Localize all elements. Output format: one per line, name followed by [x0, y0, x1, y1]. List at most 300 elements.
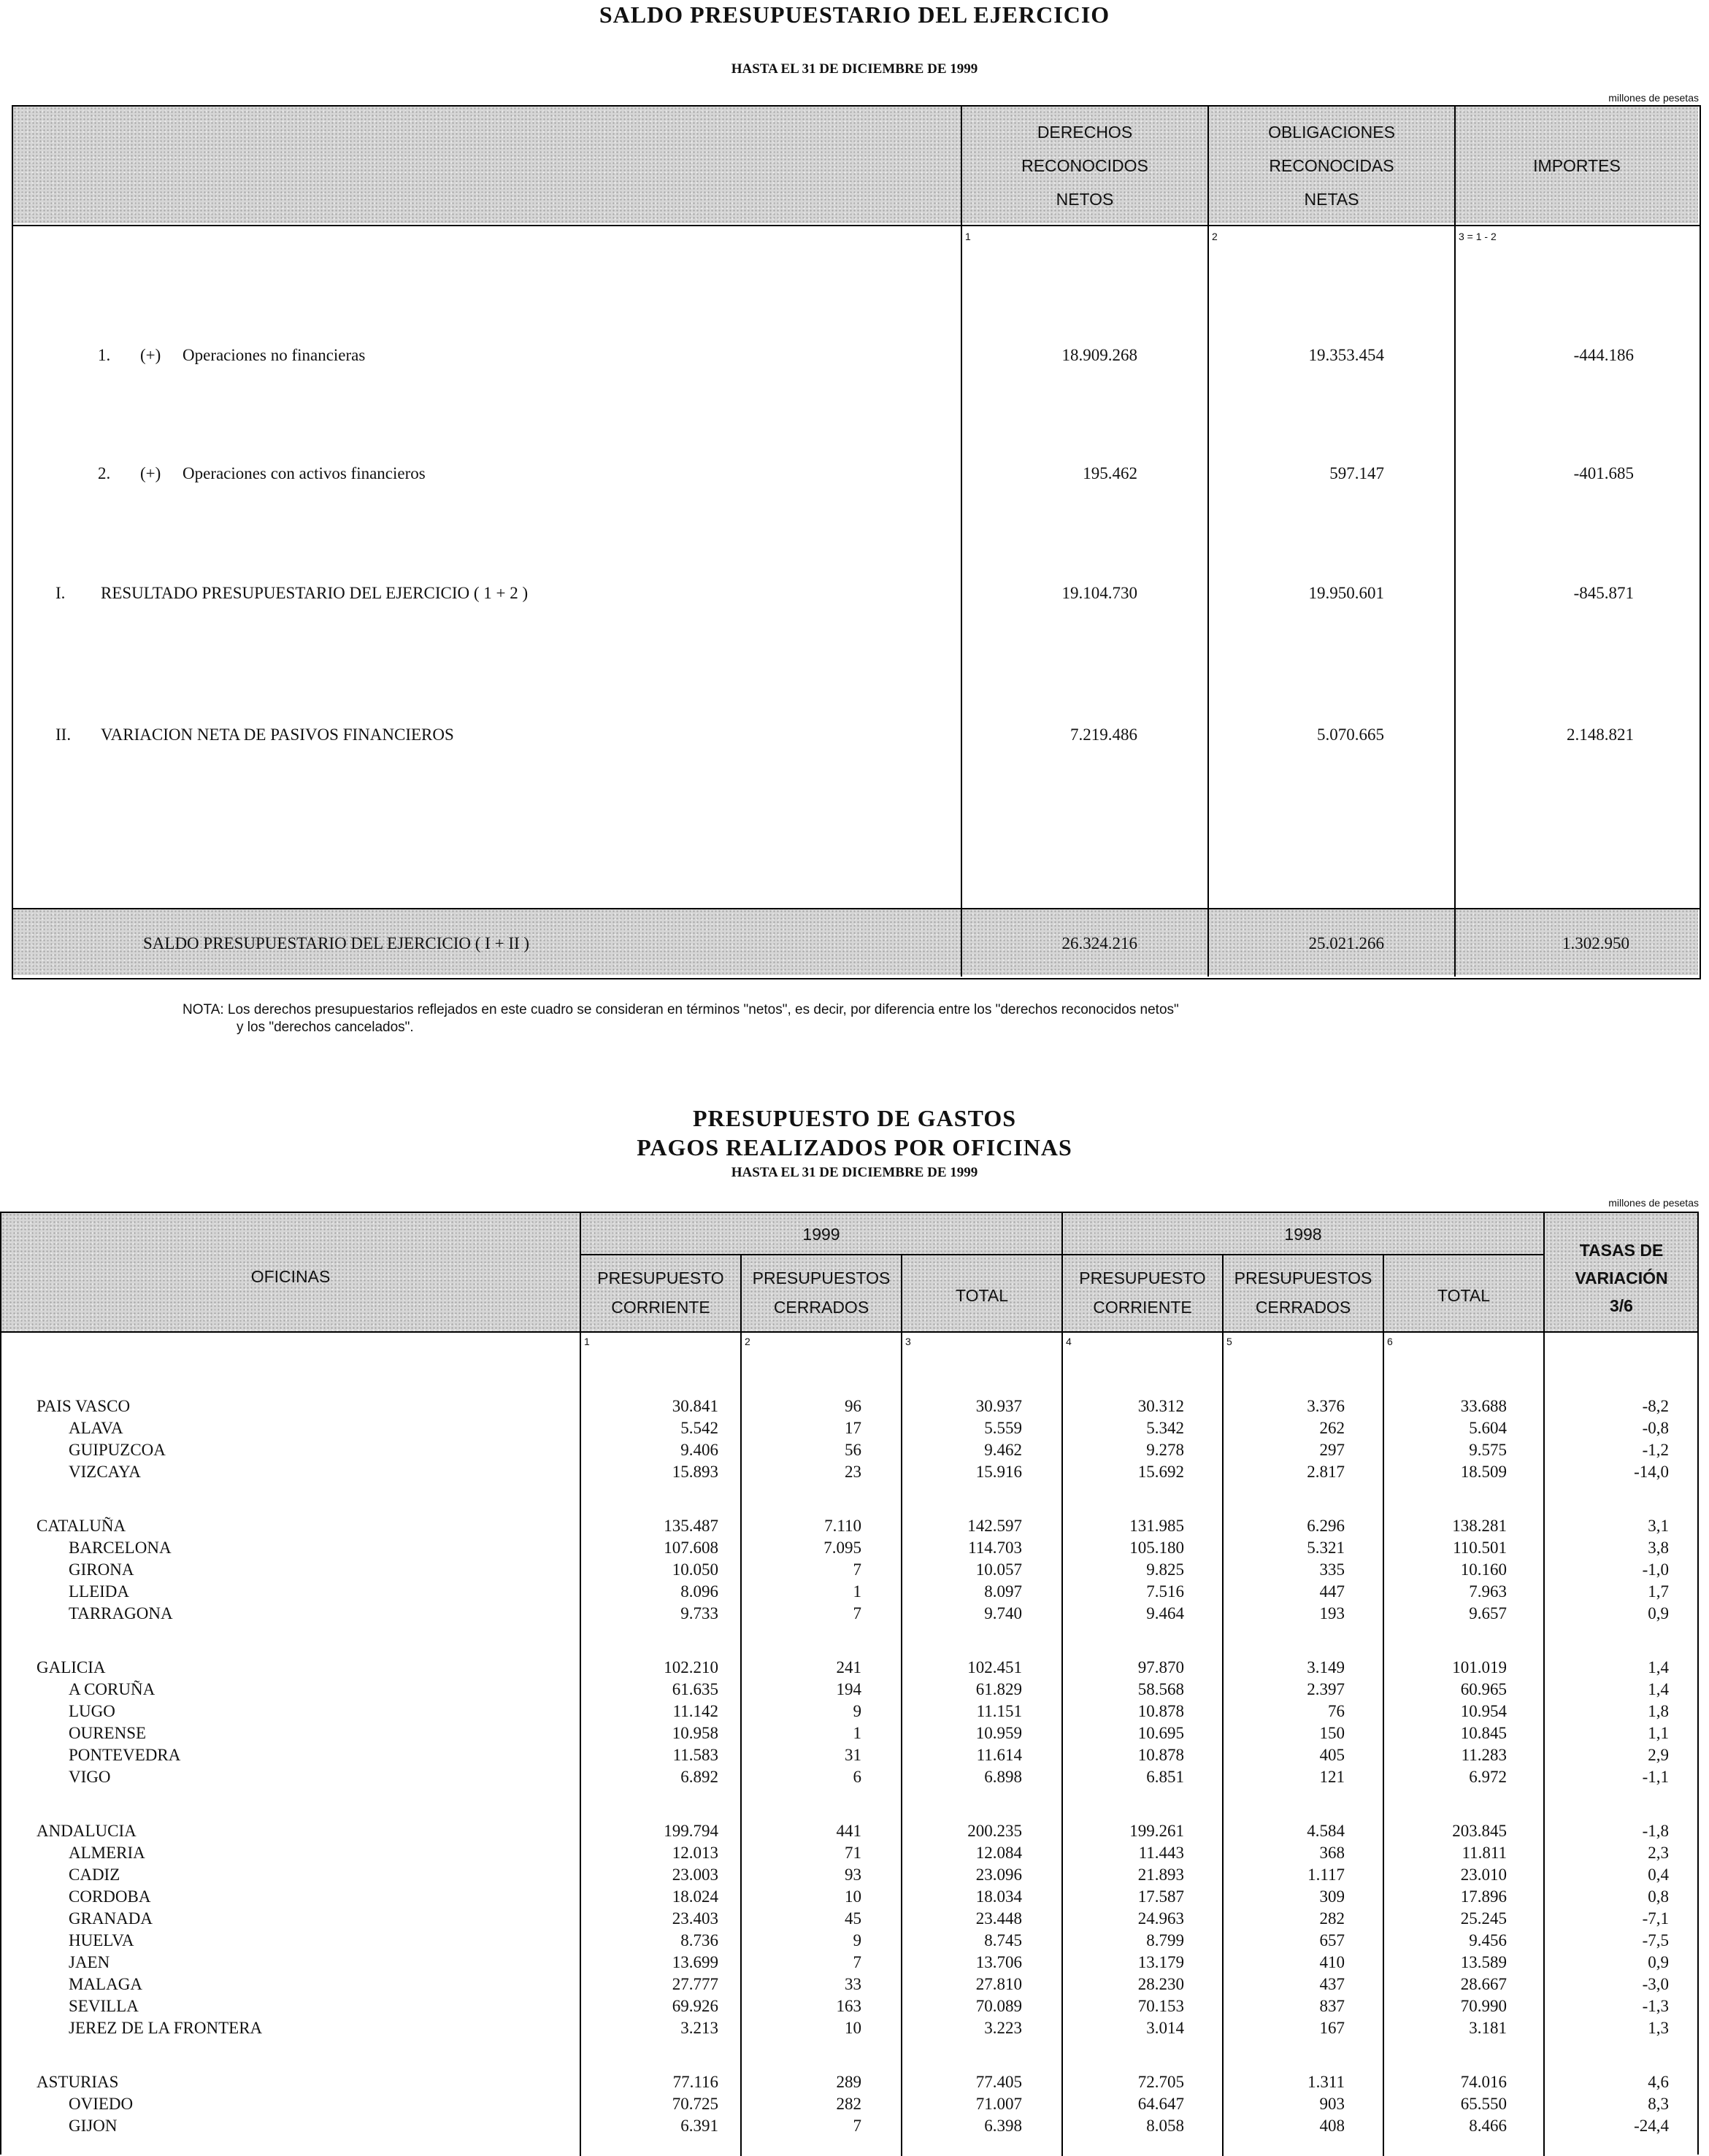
tasa-value: -14,0: [1634, 1463, 1669, 1481]
table-row: [0, 1842, 1699, 1864]
amount-value: 9.575: [1469, 1441, 1507, 1459]
amount-value: 15.916: [975, 1463, 1022, 1481]
amount-value: 9: [853, 1702, 861, 1720]
tasa-value: 8,3: [1648, 2095, 1669, 2113]
table-row: [0, 2115, 1699, 2137]
amount-value: 6.898: [984, 1768, 1022, 1786]
tasa-value: -1,2: [1642, 1441, 1669, 1459]
amount-value: 15.893: [672, 1463, 718, 1481]
amount-value: 102.210: [664, 1658, 718, 1676]
amount-value: 7.516: [1146, 1582, 1184, 1601]
amount-value: 28.667: [1460, 1975, 1507, 1993]
region-name: ANDALUCIA: [37, 1822, 137, 1840]
amount-value: 10.845: [1460, 1724, 1507, 1742]
office-name: OURENSE: [69, 1724, 147, 1742]
col-number: 3 = 1 - 2: [1459, 231, 1497, 242]
total-label: SALDO PRESUPUESTARIO DEL EJERCICIO ( I + II ): [143, 934, 530, 952]
office-name: CORDOBA: [69, 1887, 151, 1906]
amount-value: 9.278: [1146, 1441, 1184, 1459]
amount-value: 17: [845, 1419, 861, 1437]
amount-value: 309: [1319, 1887, 1345, 1906]
year-1999-header: 1999: [802, 1225, 840, 1244]
amount-value: 31: [845, 1746, 861, 1764]
office-name: HUELVA: [69, 1931, 134, 1949]
amount-value: 4.584: [1307, 1822, 1345, 1840]
amount-value: 23.448: [975, 1909, 1022, 1928]
amount-value: 13.589: [1460, 1953, 1507, 1971]
row-sign: (+): [140, 464, 161, 482]
row-label: RESULTADO PRESUPUESTARIO DEL EJERCICIO ( 1 + 2 ): [101, 584, 529, 602]
importes-value: 2.148.821: [1567, 725, 1634, 744]
amount-value: 71.007: [975, 2095, 1022, 2113]
amount-value: 70.725: [672, 2095, 718, 2113]
gastos-unit-label: millones de pesetas: [1608, 1197, 1699, 1209]
table-row: [0, 1952, 1699, 1974]
amount-value: 21.893: [1137, 1866, 1184, 1884]
amount-value: 3.213: [680, 2019, 718, 2037]
derechos-value: 19.104.730: [1061, 584, 1137, 602]
saldo-title: SALDO PRESUPUESTARIO DEL EJERCICIO: [599, 1, 1110, 28]
row-label: Operaciones con activos financieros: [183, 464, 426, 482]
col-number: 3: [905, 1336, 911, 1347]
amount-value: 8.736: [680, 1931, 718, 1949]
amount-value: 5.542: [680, 1419, 718, 1437]
amount-value: 282: [836, 2095, 861, 2113]
table-row: [0, 1537, 1699, 1559]
amount-value: 297: [1319, 1441, 1345, 1459]
amount-value: 30.937: [975, 1397, 1022, 1415]
amount-value: 27.777: [672, 1975, 718, 1993]
amount-value: 65.550: [1460, 2095, 1507, 2113]
table-row: [0, 1930, 1699, 1952]
table-row: [0, 1417, 1699, 1439]
row-label: VARIACION NETA DE PASIVOS FINANCIEROS: [101, 725, 454, 744]
table-row: [0, 1559, 1699, 1581]
amount-value: 7.110: [824, 1517, 861, 1535]
row-number: II.: [55, 725, 72, 744]
amount-value: 23.096: [975, 1866, 1022, 1884]
amount-value: 9.825: [1146, 1560, 1184, 1579]
table-row: [0, 1886, 1699, 1908]
amount-value: 17.896: [1460, 1887, 1507, 1906]
amount-value: 7: [853, 1560, 861, 1579]
amount-value: 105.180: [1129, 1539, 1184, 1557]
amount-value: 64.647: [1137, 2095, 1184, 2113]
region-name: CATALUÑA: [37, 1517, 126, 1535]
row-number: I.: [55, 584, 66, 602]
amount-value: 194: [836, 1680, 861, 1698]
amount-value: 7: [853, 1604, 861, 1622]
amount-value: 72.705: [1137, 2073, 1184, 2091]
row-sign: (+): [140, 346, 161, 364]
amount-value: 11.142: [672, 1702, 718, 1720]
amount-value: 3.149: [1307, 1658, 1345, 1676]
table-group-row: [0, 1820, 1699, 1842]
amount-value: 199.261: [1129, 1822, 1184, 1840]
table-row: [0, 1701, 1699, 1722]
amount-value: 33: [845, 1975, 861, 1993]
derechos-value: 7.219.486: [1070, 725, 1137, 744]
amount-value: 9.456: [1469, 1931, 1507, 1949]
amount-value: 12.084: [975, 1844, 1022, 1862]
importes-value: -845.871: [1573, 584, 1634, 602]
office-name: JAEN: [69, 1953, 110, 1971]
region-name: GALICIA: [37, 1658, 106, 1676]
amount-value: 9.464: [1146, 1604, 1184, 1622]
amount-value: 9.733: [680, 1604, 718, 1622]
gastos-subtitle: HASTA EL 31 DE DICIEMBRE DE 1999: [731, 1165, 978, 1180]
amount-value: 13.179: [1137, 1953, 1184, 1971]
table-row: [0, 1679, 1699, 1701]
region-name: PAIS VASCO: [37, 1397, 131, 1415]
obligaciones-value: 19.353.454: [1308, 346, 1384, 364]
amount-value: 9.462: [984, 1441, 1022, 1459]
amount-value: 114.703: [968, 1539, 1022, 1557]
amount-value: 6.972: [1469, 1768, 1507, 1786]
table-group-row: [0, 1657, 1699, 1679]
total-header: TOTAL: [1437, 1286, 1490, 1305]
office-name: MALAGA: [69, 1975, 142, 1993]
amount-value: 10.050: [672, 1560, 718, 1579]
saldo-subtitle: HASTA EL 31 DE DICIEMBRE DE 1999: [731, 61, 978, 77]
region-name: ASTURIAS: [37, 2073, 119, 2091]
amount-value: 27.810: [975, 1975, 1022, 1993]
tasa-value: 0,9: [1648, 1953, 1669, 1971]
amount-value: 13.706: [975, 1953, 1022, 1971]
amount-value: 410: [1319, 1953, 1345, 1971]
table-row: [0, 1581, 1699, 1603]
office-name: BARCELONA: [69, 1539, 172, 1557]
amount-value: 70.153: [1137, 1997, 1184, 2015]
amount-value: 5.342: [1146, 1419, 1184, 1437]
col-number: 5: [1226, 1336, 1232, 1347]
amount-value: 9: [853, 1931, 861, 1949]
gastos-title-1: PRESUPUESTO DE GASTOS: [692, 1105, 1017, 1131]
amount-value: 6.851: [1146, 1768, 1184, 1786]
saldo-table-frame: [12, 105, 1701, 979]
amount-value: 56: [845, 1441, 861, 1459]
total-header: TOTAL: [956, 1286, 1008, 1305]
amount-value: 77.116: [672, 2073, 718, 2091]
amount-value: 24.963: [1137, 1909, 1184, 1928]
amount-value: 70.089: [975, 1997, 1022, 2015]
tasa-value: 3,1: [1648, 1517, 1669, 1535]
year-1998-header: 1998: [1284, 1225, 1322, 1244]
tasa-value: -1,0: [1642, 1560, 1669, 1579]
amount-value: 11.151: [976, 1702, 1022, 1720]
amount-value: 203.845: [1452, 1822, 1507, 1840]
derechos-header: DERECHOS RECONOCIDOS NETOS: [1021, 123, 1148, 209]
amount-value: 8.097: [984, 1582, 1022, 1601]
amount-value: 23.003: [672, 1866, 718, 1884]
amount-value: 10: [845, 1887, 861, 1906]
col-number: 6: [1387, 1336, 1393, 1347]
amount-value: 199.794: [664, 1822, 718, 1840]
amount-value: 837: [1319, 1997, 1345, 2015]
row-number: 2.: [98, 464, 111, 482]
table-row: [0, 1864, 1699, 1886]
amount-value: 289: [836, 2073, 861, 2091]
amount-value: 15.692: [1137, 1463, 1184, 1481]
office-name: LLEIDA: [69, 1582, 130, 1601]
row-number: 1.: [98, 346, 111, 364]
amount-value: 6.391: [680, 2117, 718, 2135]
tasa-value: 0,9: [1648, 1604, 1669, 1622]
table-row: [0, 2093, 1699, 2115]
table-row: [0, 1766, 1699, 1788]
table-row: [0, 1603, 1699, 1625]
amount-value: 142.597: [967, 1517, 1022, 1535]
amount-value: 7.963: [1469, 1582, 1507, 1601]
amount-value: 163: [836, 1997, 861, 2015]
amount-value: 193: [1319, 1604, 1345, 1622]
amount-value: 10.959: [975, 1724, 1022, 1742]
col-number: 2: [745, 1336, 750, 1347]
amount-value: 7: [853, 1953, 861, 1971]
office-name: GRANADA: [69, 1909, 153, 1928]
amount-value: 45: [845, 1909, 861, 1928]
tasa-value: 1,4: [1648, 1658, 1669, 1676]
amount-value: 5.559: [984, 1419, 1022, 1437]
amount-value: 58.568: [1137, 1680, 1184, 1698]
amount-value: 30.312: [1137, 1397, 1184, 1415]
amount-value: 241: [836, 1658, 861, 1676]
tasa-value: -3,0: [1642, 1975, 1669, 1993]
tasa-value: -1,3: [1642, 1997, 1669, 2015]
amount-value: 441: [836, 1822, 861, 1840]
derechos-value: 18.909.268: [1061, 346, 1137, 364]
amount-value: 200.235: [967, 1822, 1022, 1840]
amount-value: 61.829: [975, 1680, 1022, 1698]
table-group-row: [0, 1515, 1699, 1537]
amount-value: 110.501: [1453, 1539, 1507, 1557]
amount-value: 30.841: [672, 1397, 718, 1415]
amount-value: 18.024: [672, 1887, 718, 1906]
office-name: A CORUÑA: [69, 1680, 155, 1698]
saldo-unit-label: millones de pesetas: [1608, 92, 1699, 104]
obligaciones-value: 19.950.601: [1308, 584, 1384, 602]
amount-value: 8.799: [1146, 1931, 1184, 1949]
amount-value: 11.583: [672, 1746, 718, 1764]
tasa-value: -7,5: [1642, 1931, 1669, 1949]
obligaciones-header: OBLIGACIONES RECONOCIDAS NETAS: [1268, 123, 1395, 209]
col-number: 1: [584, 1336, 590, 1347]
office-name: TARRAGONA: [69, 1604, 173, 1622]
amount-value: 150: [1319, 1724, 1345, 1742]
amount-value: 17.587: [1137, 1887, 1184, 1906]
table-row: [0, 1461, 1699, 1483]
amount-value: 10.057: [975, 1560, 1022, 1579]
derechos-value: 195.462: [1083, 464, 1137, 482]
office-name: ALAVA: [69, 1419, 123, 1437]
tasa-value: -8,2: [1642, 1397, 1669, 1415]
amount-value: 10.954: [1460, 1702, 1507, 1720]
amount-value: 405: [1319, 1746, 1345, 1764]
importes-value: -444.186: [1573, 346, 1634, 364]
corriente-header: PRESUPUESTO CORRIENTE: [1079, 1268, 1206, 1317]
cerrados-header: PRESUPUESTOS CERRADOS: [752, 1268, 891, 1317]
amount-value: 6.398: [984, 2117, 1022, 2135]
total-importes: 1.302.950: [1562, 934, 1629, 952]
amount-value: 97.870: [1137, 1658, 1184, 1676]
amount-value: 8.096: [680, 1582, 718, 1601]
amount-value: 25.245: [1460, 1909, 1507, 1928]
col-number: 1: [965, 231, 971, 242]
tasa-value: 3,8: [1648, 1539, 1669, 1557]
amount-value: 13.699: [672, 1953, 718, 1971]
col-number: 2: [1212, 231, 1218, 242]
oficinas-header: OFICINAS: [250, 1267, 331, 1286]
tasa-value: 1,3: [1648, 2019, 1669, 2037]
amount-value: 11.283: [1461, 1746, 1507, 1764]
tasa-value: 0,4: [1648, 1866, 1669, 1884]
amount-value: 61.635: [672, 1680, 718, 1698]
amount-value: 3.376: [1307, 1397, 1345, 1415]
amount-value: 96: [845, 1397, 861, 1415]
amount-value: 8.466: [1469, 2117, 1507, 2135]
amount-value: 368: [1319, 1844, 1345, 1862]
tasa-value: 1,4: [1648, 1680, 1669, 1698]
office-name: VIZCAYA: [69, 1463, 141, 1481]
amount-value: 1.117: [1307, 1866, 1345, 1884]
table-row: [0, 2017, 1699, 2039]
amount-value: 1: [853, 1582, 861, 1601]
office-name: LUGO: [69, 1702, 115, 1720]
amount-value: 23.403: [672, 1909, 718, 1928]
gastos-title-2: PAGOS REALIZADOS POR OFICINAS: [637, 1134, 1072, 1160]
corriente-header: PRESUPUESTO CORRIENTE: [597, 1268, 724, 1317]
tasa-value: -1,8: [1642, 1822, 1669, 1840]
amount-value: 903: [1319, 2095, 1345, 2113]
amount-value: 23: [845, 1463, 861, 1481]
amount-value: 101.019: [1452, 1658, 1507, 1676]
amount-value: 10.695: [1137, 1724, 1184, 1742]
amount-value: 71: [845, 1844, 861, 1862]
table-row: [0, 1722, 1699, 1744]
office-name: VIGO: [69, 1768, 111, 1786]
amount-value: 3.014: [1146, 2019, 1184, 2037]
amount-value: 1.311: [1307, 2073, 1345, 2091]
amount-value: 447: [1319, 1582, 1345, 1601]
tasa-value: 1,7: [1648, 1582, 1669, 1601]
amount-value: 3.181: [1469, 2019, 1507, 2037]
amount-value: 107.608: [664, 1539, 718, 1557]
amount-value: 262: [1319, 1419, 1345, 1437]
total-derechos: 26.324.216: [1061, 934, 1137, 952]
table-row: [0, 1439, 1699, 1461]
amount-value: 135.487: [664, 1517, 718, 1535]
amount-value: 10.958: [672, 1724, 718, 1742]
table-row: [0, 1974, 1699, 1995]
row-label: Operaciones no financieras: [183, 346, 366, 364]
amount-value: 74.016: [1460, 2073, 1507, 2091]
amount-value: 6: [853, 1768, 861, 1786]
table-group-row: [0, 1395, 1699, 1417]
amount-value: 60.965: [1460, 1680, 1507, 1698]
office-name: CADIZ: [69, 1866, 120, 1884]
table-group-row: [0, 2071, 1699, 2093]
amount-value: 3.223: [984, 2019, 1022, 2037]
col-number: 4: [1066, 1336, 1072, 1347]
amount-value: 18.034: [975, 1887, 1022, 1906]
obligaciones-value: 5.070.665: [1317, 725, 1384, 744]
table-row: [0, 1908, 1699, 1930]
office-name: JEREZ DE LA FRONTERA: [69, 2019, 263, 2037]
importes-header: IMPORTES: [1533, 156, 1621, 175]
amount-value: 76: [1328, 1702, 1345, 1720]
amount-value: 2.817: [1307, 1463, 1345, 1481]
amount-value: 138.281: [1452, 1517, 1507, 1535]
amount-value: 5.604: [1469, 1419, 1507, 1437]
office-name: GIJON: [69, 2117, 118, 2135]
office-name: GIRONA: [69, 1560, 134, 1579]
amount-value: 437: [1319, 1975, 1345, 1993]
importes-value: -401.685: [1573, 464, 1634, 482]
amount-value: 121: [1319, 1768, 1345, 1786]
tasas-header: TASAS DE VARIACIÓN 3/6: [1575, 1241, 1668, 1315]
amount-value: 10.878: [1137, 1746, 1184, 1764]
tasa-value: 1,8: [1648, 1702, 1669, 1720]
amount-value: 23.010: [1460, 1866, 1507, 1884]
amount-value: 9.657: [1469, 1604, 1507, 1622]
amount-value: 131.985: [1129, 1517, 1184, 1535]
tasa-value: -7,1: [1642, 1909, 1669, 1928]
amount-value: 2.397: [1307, 1680, 1345, 1698]
table-row: [0, 1995, 1699, 2017]
amount-value: 10.160: [1460, 1560, 1507, 1579]
tasa-value: -24,4: [1634, 2117, 1669, 2135]
obligaciones-value: 597.147: [1329, 464, 1384, 482]
table-row: [0, 1744, 1699, 1766]
amount-value: 408: [1319, 2117, 1345, 2135]
amount-value: 167: [1319, 2019, 1345, 2037]
amount-value: 5.321: [1307, 1539, 1345, 1557]
amount-value: 11.614: [976, 1746, 1022, 1764]
amount-value: 1: [853, 1724, 861, 1742]
amount-value: 657: [1319, 1931, 1345, 1949]
amount-value: 6.892: [680, 1768, 718, 1786]
amount-value: 18.509: [1460, 1463, 1507, 1481]
total-obligaciones: 25.021.266: [1308, 934, 1384, 952]
tasa-value: 2,9: [1648, 1746, 1669, 1764]
amount-value: 11.443: [1138, 1844, 1184, 1862]
amount-value: 9.406: [680, 1441, 718, 1459]
tasa-value: -1,1: [1642, 1768, 1669, 1786]
tasa-value: 2,3: [1648, 1844, 1669, 1862]
tasa-value: -0,8: [1642, 1419, 1669, 1437]
office-name: GUIPUZCOA: [69, 1441, 166, 1459]
tasa-value: 4,6: [1648, 2073, 1669, 2091]
cerrados-header: PRESUPUESTOS CERRADOS: [1234, 1268, 1372, 1317]
amount-value: 33.688: [1460, 1397, 1507, 1415]
tasa-value: 0,8: [1648, 1887, 1669, 1906]
amount-value: 93: [845, 1866, 861, 1884]
office-name: OVIEDO: [69, 2095, 134, 2113]
amount-value: 12.013: [672, 1844, 718, 1862]
amount-value: 69.926: [672, 1997, 718, 2015]
amount-value: 6.296: [1307, 1517, 1345, 1535]
amount-value: 102.451: [967, 1658, 1022, 1676]
tasa-value: 1,1: [1648, 1724, 1669, 1742]
amount-value: 9.740: [984, 1604, 1022, 1622]
office-name: PONTEVEDRA: [69, 1746, 181, 1764]
amount-value: 8.058: [1146, 2117, 1184, 2135]
amount-value: 70.990: [1460, 1997, 1507, 2015]
amount-value: 8.745: [984, 1931, 1022, 1949]
office-name: SEVILLA: [69, 1997, 139, 2015]
office-name: ALMERIA: [69, 1844, 145, 1862]
amount-value: 10: [845, 2019, 861, 2037]
